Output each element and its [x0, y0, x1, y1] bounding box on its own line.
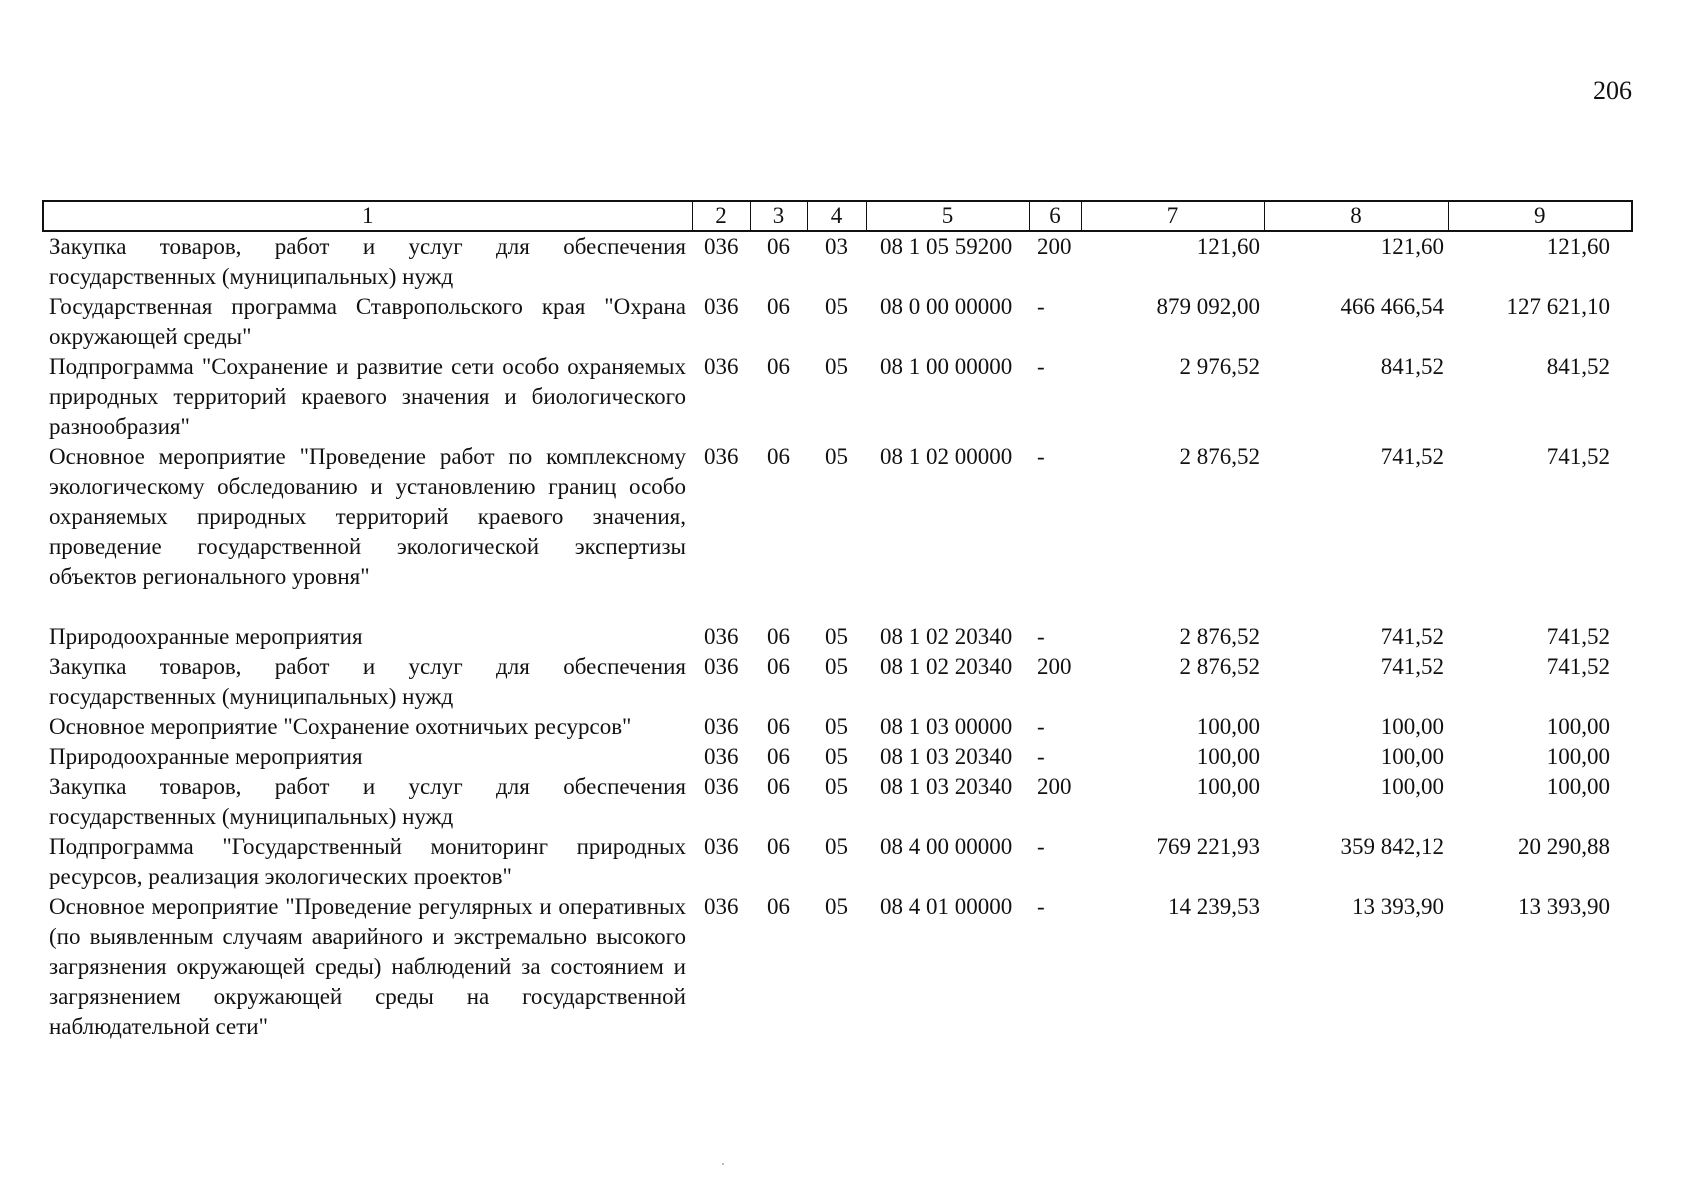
amount-col-8: 841,52 — [1380, 354, 1444, 379]
section-code: 06 — [767, 894, 790, 919]
column-header: 2 — [692, 201, 750, 231]
row-spacer — [43, 592, 1632, 622]
target-article-code: 08 1 02 20340 — [880, 624, 1013, 649]
target-article-code: 08 1 03 20340 — [880, 774, 1013, 799]
table-row — [43, 652, 1632, 712]
expense-type-code: - — [1037, 714, 1045, 739]
ministry-code: 036 — [704, 354, 739, 379]
amount-col-8: 466 466,54 — [1340, 294, 1444, 319]
amount-col-9: 100,00 — [1546, 714, 1610, 739]
subsection-code: 05 — [825, 894, 848, 919]
ministry-code: 036 — [704, 774, 739, 799]
amount-col-7: 2 876,52 — [1179, 444, 1260, 469]
target-article-code: 08 1 02 00000 — [880, 444, 1013, 469]
amount-col-9: 741,52 — [1546, 444, 1610, 469]
subsection-code: 05 — [825, 834, 848, 859]
amount-col-8: 121,60 — [1380, 234, 1444, 259]
expense-type-code: - — [1037, 744, 1045, 769]
subsection-code: 03 — [825, 234, 848, 259]
ministry-code: 036 — [704, 654, 739, 679]
row-name: Природоохранные мероприятия — [49, 624, 363, 649]
row-name: Закупка товаров, работ и услуг для обеспечения государственных (муниципальных) нужд — [49, 234, 686, 289]
table-row — [43, 772, 1632, 832]
ministry-code: 036 — [704, 834, 739, 859]
column-header: 9 — [1448, 201, 1632, 231]
table-row — [43, 292, 1632, 352]
column-number-header-row — [43, 201, 1632, 231]
expense-type-code: - — [1037, 624, 1045, 649]
column-header: 4 — [807, 201, 866, 231]
amount-col-9: 741,52 — [1546, 654, 1610, 679]
amount-col-9: 841,52 — [1546, 354, 1610, 379]
amount-col-9: 20 290,88 — [1518, 834, 1610, 859]
ministry-code: 036 — [704, 714, 739, 739]
ministry-code: 036 — [704, 444, 739, 469]
subsection-code: 05 — [825, 654, 848, 679]
page-number: 206 — [1593, 76, 1632, 105]
amount-col-7: 121,60 — [1196, 234, 1260, 259]
amount-col-7: 769 221,93 — [1156, 834, 1260, 859]
ministry-code: 036 — [704, 894, 739, 919]
amount-col-9: 741,52 — [1546, 624, 1610, 649]
row-name: Подпрограмма "Государственный мониторинг природных ресурсов, реализация экологических проектов" — [49, 834, 686, 889]
table-row — [43, 231, 1632, 292]
expense-type-code: 200 — [1037, 234, 1072, 259]
row-name: Подпрограмма "Сохранение и развитие сети особо охраняемых природных территорий краевого значения и биологического разнообразия" — [49, 354, 686, 439]
section-code: 06 — [767, 354, 790, 379]
amount-col-8: 741,52 — [1380, 624, 1444, 649]
section-code: 06 — [767, 294, 790, 319]
column-header: 7 — [1081, 201, 1264, 231]
section-code: 06 — [767, 774, 790, 799]
amount-col-9: 121,60 — [1546, 234, 1610, 259]
subsection-code: 05 — [825, 774, 848, 799]
subsection-code: 05 — [825, 444, 848, 469]
amount-col-7: 2 976,52 — [1179, 354, 1260, 379]
table-row — [43, 442, 1632, 592]
subsection-code: 05 — [825, 294, 848, 319]
table-row — [43, 892, 1632, 1042]
amount-col-9: 100,00 — [1546, 774, 1610, 799]
amount-col-9: 127 621,10 — [1506, 294, 1610, 319]
expense-type-code: 200 — [1037, 654, 1072, 679]
scan-speck — [722, 1163, 724, 1165]
expense-type-code: - — [1037, 294, 1045, 319]
section-code: 06 — [767, 654, 790, 679]
amount-col-7: 2 876,52 — [1179, 624, 1260, 649]
amount-col-8: 100,00 — [1380, 714, 1444, 739]
amount-col-9: 13 393,90 — [1518, 894, 1610, 919]
target-article-code: 08 0 00 00000 — [880, 294, 1013, 319]
amount-col-9: 100,00 — [1546, 744, 1610, 769]
section-code: 06 — [767, 624, 790, 649]
column-header: 8 — [1264, 201, 1448, 231]
target-article-code: 08 1 02 20340 — [880, 654, 1013, 679]
row-name: Закупка товаров, работ и услуг для обеспечения государственных (муниципальных) нужд — [49, 774, 686, 829]
subsection-code: 05 — [825, 744, 848, 769]
expense-type-code: - — [1037, 354, 1045, 379]
column-header: 3 — [750, 201, 807, 231]
amount-col-7: 2 876,52 — [1179, 654, 1260, 679]
target-article-code: 08 1 03 00000 — [880, 714, 1013, 739]
section-code: 06 — [767, 444, 790, 469]
section-code: 06 — [767, 744, 790, 769]
target-article-code: 08 4 00 00000 — [880, 834, 1013, 859]
section-code: 06 — [767, 234, 790, 259]
amount-col-8: 100,00 — [1380, 744, 1444, 769]
expense-type-code: 200 — [1037, 774, 1072, 799]
subsection-code: 05 — [825, 624, 848, 649]
row-name: Закупка товаров, работ и услуг для обеспечения государственных (муниципальных) нужд — [49, 654, 686, 709]
ministry-code: 036 — [704, 744, 739, 769]
column-header: 1 — [43, 201, 692, 231]
amount-col-7: 100,00 — [1196, 714, 1260, 739]
amount-col-7: 100,00 — [1196, 774, 1260, 799]
amount-col-7: 14 239,53 — [1168, 894, 1260, 919]
subsection-code: 05 — [825, 714, 848, 739]
ministry-code: 036 — [704, 294, 739, 319]
target-article-code: 08 1 05 59200 — [880, 234, 1013, 259]
row-name: Основное мероприятие "Проведение работ по комплексному экологическому обследованию и установлению границ особо охраняемых природных территорий краевого значения, проведение государственной экологической экспертизы объектов регионального уровня" — [49, 444, 686, 589]
budget-table — [42, 200, 1633, 1042]
expense-type-code: - — [1037, 894, 1045, 919]
amount-col-7: 100,00 — [1196, 744, 1260, 769]
table-row — [43, 832, 1632, 892]
amount-col-7: 879 092,00 — [1156, 294, 1260, 319]
row-name: Основное мероприятие "Сохранение охотничьих ресурсов" — [49, 714, 632, 739]
section-code: 06 — [767, 714, 790, 739]
table-row — [43, 742, 1632, 772]
row-name: Основное мероприятие "Проведение регулярных и оперативных (по выявленным случаям аварийного и экстремально высокого загрязнения окружающей среды) наблюдений за состоянием и загрязнением окружающей среды на государственной наблюдательной сети" — [49, 894, 686, 1039]
table-row — [43, 622, 1632, 652]
ministry-code: 036 — [704, 234, 739, 259]
ministry-code: 036 — [704, 624, 739, 649]
amount-col-8: 741,52 — [1380, 444, 1444, 469]
row-name: Государственная программа Ставропольского края "Охрана окружающей среды" — [49, 294, 686, 349]
section-code: 06 — [767, 834, 790, 859]
amount-col-8: 100,00 — [1380, 774, 1444, 799]
target-article-code: 08 1 03 20340 — [880, 744, 1013, 769]
target-article-code: 08 4 01 00000 — [880, 894, 1013, 919]
row-name: Природоохранные мероприятия — [49, 744, 363, 769]
amount-col-8: 741,52 — [1380, 654, 1444, 679]
expense-type-code: - — [1037, 834, 1045, 859]
expense-type-code: - — [1037, 444, 1045, 469]
amount-col-8: 13 393,90 — [1352, 894, 1444, 919]
column-header: 6 — [1029, 201, 1081, 231]
table-row — [43, 712, 1632, 742]
subsection-code: 05 — [825, 354, 848, 379]
table-row — [43, 352, 1632, 442]
target-article-code: 08 1 00 00000 — [880, 354, 1013, 379]
column-header: 5 — [866, 201, 1029, 231]
amount-col-8: 359 842,12 — [1340, 834, 1444, 859]
